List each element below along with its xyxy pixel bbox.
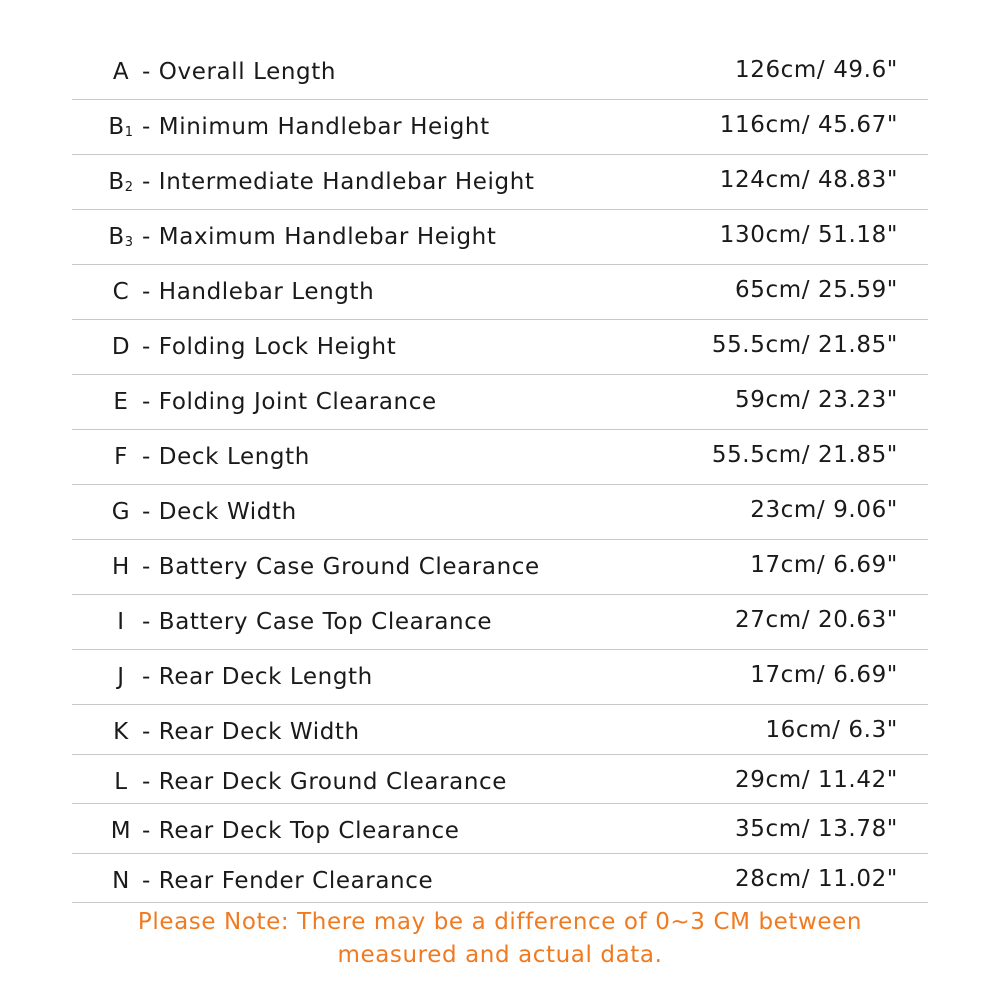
spec-row-i [72, 595, 928, 650]
spec-row-k [72, 705, 928, 755]
spec-label: - Folding Lock Height [142, 334, 397, 360]
spec-value: 27cm/ 20.63" [734, 607, 898, 633]
spec-table [72, 45, 928, 903]
spec-label: - Maximum Handlebar Height [142, 224, 497, 250]
spec-row-h [72, 540, 928, 595]
spec-row-j [72, 650, 928, 705]
spec-value: 130cm/ 51.18" [719, 222, 898, 248]
spec-letter: F [114, 444, 128, 470]
spec-letter: A [112, 59, 130, 85]
spec-row-e [72, 375, 928, 430]
spec-letter: M [110, 818, 132, 844]
measurement-note [0, 906, 1000, 972]
spec-row-l [72, 755, 928, 805]
spec-letter: C [112, 279, 130, 305]
spec-label: - Folding Joint Clearance [142, 389, 437, 415]
spec-label: - Rear Deck Length [142, 664, 373, 690]
spec-letter: $B_1$ [108, 114, 134, 140]
spec-letter: $B_2$ [108, 169, 134, 195]
spec-label: - Intermediate Handlebar Height [142, 169, 535, 195]
spec-row-g [72, 485, 928, 540]
spec-row-m [72, 804, 928, 854]
spec-letter: I [117, 609, 125, 635]
spec-label: - Battery Case Top Clearance [142, 609, 493, 635]
spec-label: - Rear Deck Ground Clearance [142, 768, 508, 795]
spec-row-b2 [72, 155, 928, 210]
spec-value: 16cm/ 6.3" [765, 717, 898, 743]
spec-value: 17cm/ 6.69" [750, 552, 898, 578]
spec-letter: G [111, 499, 131, 525]
spec-value: 116cm/ 45.67" [719, 112, 898, 138]
spec-row-b3 [72, 210, 928, 265]
spec-value: 29cm/ 11.42" [734, 766, 898, 793]
spec-letter: $B_3$ [108, 224, 134, 250]
spec-value: 65cm/ 25.59" [734, 277, 898, 303]
spec-value: 55.5cm/ 21.85" [711, 442, 898, 468]
spec-row-c [72, 265, 928, 320]
spec-letter: K [113, 719, 129, 745]
spec-value: 55.5cm/ 21.85" [711, 332, 898, 358]
spec-letter: N [112, 867, 130, 894]
spec-row-a [72, 45, 928, 100]
spec-label: - Handlebar Length [142, 279, 375, 305]
spec-row-d [72, 320, 928, 375]
spec-value: 23cm/ 9.06" [750, 497, 898, 523]
spec-value: 17cm/ 6.69" [750, 662, 898, 688]
spec-row-f [72, 430, 928, 485]
spec-row-b1 [72, 100, 928, 155]
spec-label: - Rear Fender Clearance [142, 867, 434, 894]
spec-row-n [72, 854, 928, 904]
spec-label: - Deck Length [142, 444, 310, 470]
spec-value: 124cm/ 48.83" [719, 167, 898, 193]
spec-letter: E [113, 389, 129, 415]
spec-letter: H [112, 554, 130, 580]
spec-value: 35cm/ 13.78" [734, 816, 898, 842]
note-line-1: Please Note: There may be a difference of 0~3 CM between [137, 909, 863, 935]
spec-letter: J [117, 664, 125, 690]
spec-label: - Rear Deck Top Clearance [142, 818, 460, 844]
spec-letter: L [114, 768, 128, 795]
spec-label: - Minimum Handlebar Height [142, 114, 490, 140]
note-line-2: measured and actual data. [337, 942, 663, 968]
spec-label: - Overall Length [142, 59, 337, 85]
spec-label: - Rear Deck Width [142, 719, 360, 745]
spec-value: 126cm/ 49.6" [734, 57, 898, 83]
spec-label: - Battery Case Ground Clearance [142, 554, 540, 580]
spec-value: 28cm/ 11.02" [734, 865, 898, 892]
spec-value: 59cm/ 23.23" [734, 387, 898, 413]
spec-label: - Deck Width [142, 499, 297, 525]
spec-letter: D [111, 334, 131, 360]
